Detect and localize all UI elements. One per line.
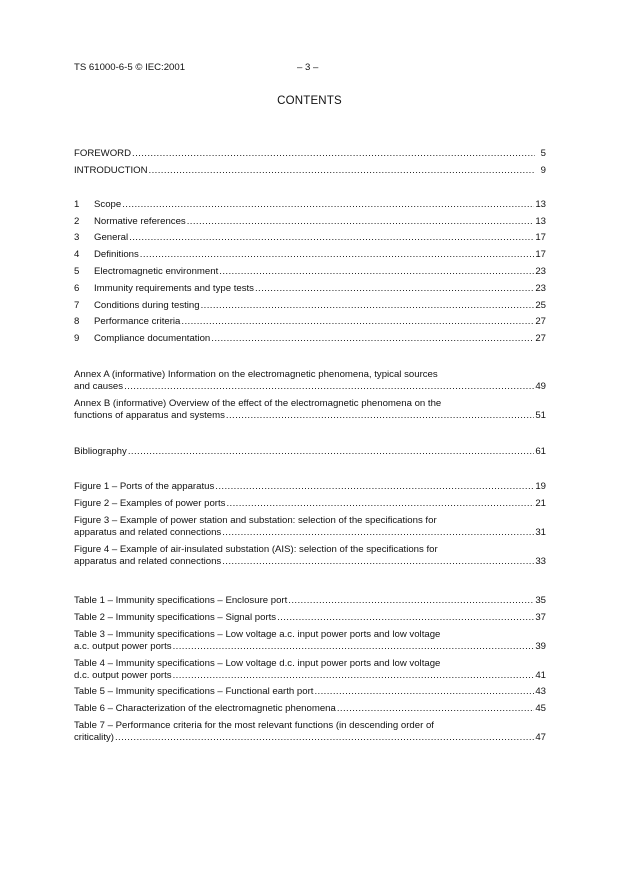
toc-entry-figure[interactable]: Figure 2 – Examples of power ports ..... 21 — [74, 493, 546, 510]
toc-entry-clause[interactable]: 8 Performance criteria ..... 27 — [74, 312, 546, 329]
toc-entry-figure[interactable]: Figure 3 – Example of power station and substation: selection of the specifications for apparatus and related connections ..... 31 — [74, 510, 546, 539]
toc-entry-table[interactable]: Table 7 – Performance criteria for the most relevant functions (in descending order of criticality) ..... 47 — [74, 715, 546, 744]
toc-bibliography — [74, 441, 546, 458]
toc-entry-introduction[interactable]: INTRODUCTION ..... 9 — [74, 160, 546, 177]
toc-entry-figure[interactable]: Figure 4 – Example of air-insulated substation (AIS): selection of the specifications for apparatus and related connections ..... 33 — [74, 539, 546, 568]
page-header — [74, 62, 546, 74]
toc-entry-table[interactable]: Table 5 – Immunity specifications – Functional earth port ..... 43 — [74, 682, 546, 699]
toc-entry-clause[interactable]: 2 Normative references ..... 13 — [74, 211, 546, 228]
toc-tables — [74, 590, 546, 744]
toc-figures — [74, 476, 546, 568]
toc-entry-table[interactable]: Table 6 – Characterization of the electromagnetic phenomena ..... 45 — [74, 698, 546, 715]
toc-entry-clause[interactable]: 7 Conditions during testing ..... 25 — [74, 295, 546, 312]
toc-entry-annex-a[interactable]: Annex A (informative) Information on the electromagnetic phenomena, typical sources and causes ..... 49 — [74, 364, 546, 393]
toc-entry-figure[interactable]: Figure 1 – Ports of the apparatus ..... 19 — [74, 476, 546, 493]
toc-entry-clause[interactable]: 4 Definitions ..... 17 — [74, 244, 546, 261]
document-id: TS 61000-6-5 © IEC:2001 — [74, 62, 186, 73]
toc-entry-clause[interactable]: 1 Scope ..... 13 — [74, 194, 546, 211]
toc-entry-table[interactable]: Table 3 – Immunity specifications – Low voltage a.c. input power ports and low voltage a.c. output power ports ..... 39 — [74, 624, 546, 653]
toc-entry-annex-b[interactable]: Annex B (informative) Overview of the effect of the electromagnetic phenomena on the functions of apparatus and systems ..... 51 — [74, 393, 546, 422]
toc-entry-clause[interactable]: 9 Compliance documentation ..... 27 — [74, 328, 546, 345]
toc-entry-clause[interactable]: 6 Immunity requirements and type tests ..... 23 — [74, 278, 546, 295]
toc-entry-foreword[interactable]: FOREWORD ..... 5 — [74, 143, 546, 160]
toc-annexes — [74, 364, 546, 422]
toc-front-matter — [74, 143, 546, 177]
toc-entry-table[interactable]: Table 4 – Immunity specifications – Low voltage d.c. input power ports and low voltage d.c. output power ports ..... 41 — [74, 653, 546, 682]
toc-clauses — [74, 194, 546, 345]
toc-entry-clause[interactable]: 5 Electromagnetic environment ..... 23 — [74, 261, 546, 278]
toc-entry-table[interactable]: Table 2 – Immunity specifications – Signal ports ..... 37 — [74, 607, 546, 624]
page-number: – 3 – — [297, 62, 319, 73]
toc-entry-clause[interactable]: 3 General ..... 17 — [74, 228, 546, 245]
toc-entry-table[interactable]: Table 1 – Immunity specifications – Enclosure port ..... 35 — [74, 590, 546, 607]
toc-entry-bibliography[interactable]: Bibliography ..... 61 — [74, 441, 546, 458]
page-title: CONTENTS — [277, 95, 342, 107]
